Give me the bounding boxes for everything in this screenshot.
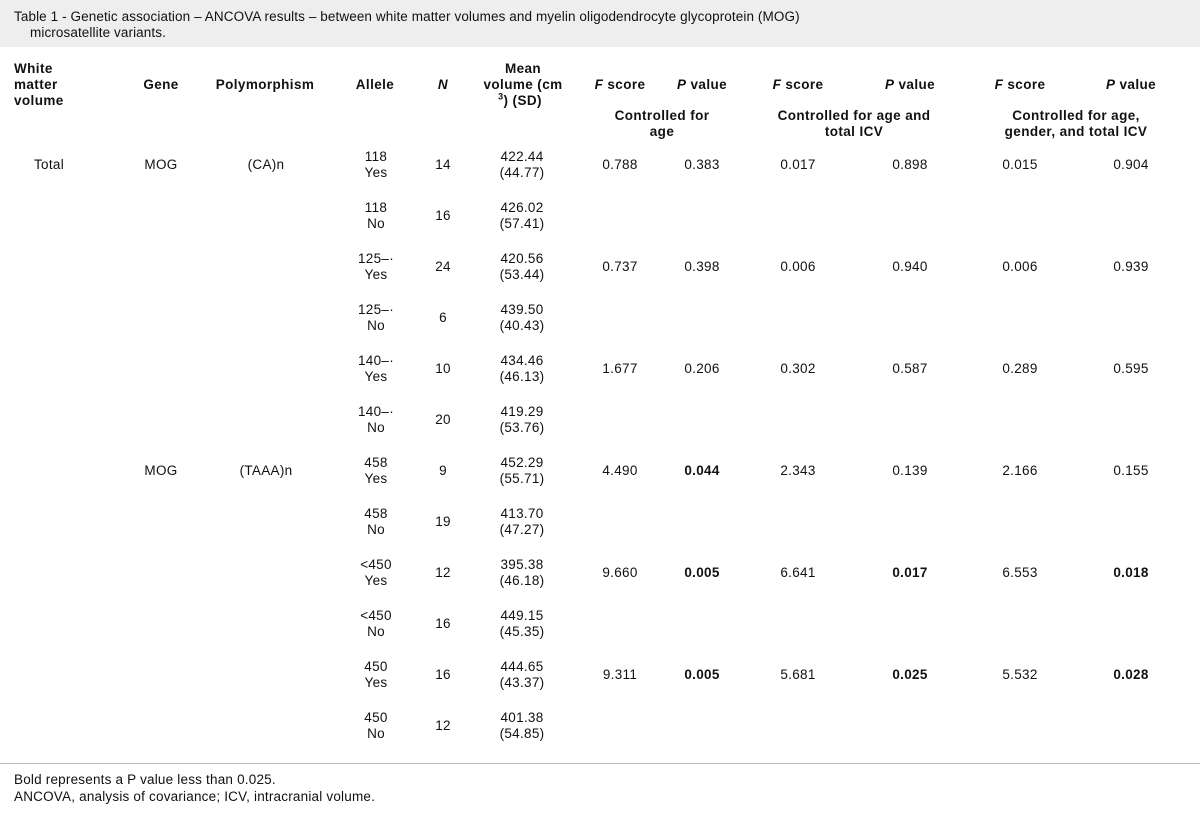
cell-f3: 0.006 bbox=[1002, 259, 1038, 274]
cell-gene: MOG bbox=[144, 463, 178, 478]
header-f-score-3: F score bbox=[994, 77, 1046, 92]
header-p-value-3: P value bbox=[1105, 77, 1157, 92]
group-controlled-age: Controlled for age bbox=[614, 108, 710, 139]
cell-p1: 0.005 bbox=[684, 565, 720, 580]
header-white-matter-volume: White matter volume bbox=[14, 61, 64, 108]
cell-n: 10 bbox=[435, 361, 451, 376]
header-n: N bbox=[437, 77, 449, 92]
cell-poly: (CA)n bbox=[247, 157, 285, 172]
cell-allele: 140–· No bbox=[357, 404, 395, 435]
cell-allele: 458 No bbox=[364, 506, 388, 537]
cell-f1: 9.660 bbox=[602, 565, 638, 580]
header-f-score-1: F score bbox=[594, 77, 646, 92]
cell-n: 6 bbox=[439, 310, 447, 325]
cell-p1: 0.398 bbox=[684, 259, 720, 274]
cell-allele: 118 No bbox=[364, 200, 388, 231]
cell-n: 16 bbox=[435, 667, 451, 682]
header-gene: Gene bbox=[143, 77, 179, 92]
cell-f1: 9.311 bbox=[602, 667, 638, 682]
cell-n: 16 bbox=[435, 208, 451, 223]
cell-poly: (TAAA)n bbox=[239, 463, 293, 478]
caption-line-1: Table 1 - Genetic association – ANCOVA results – between white matter volumes and myelin oligodendrocyte glycoprotein (MOG) bbox=[14, 9, 800, 24]
cell-mean-volume: 444.65 (43.37) bbox=[499, 659, 545, 690]
cell-allele: 125–· Yes bbox=[357, 251, 395, 282]
cell-p2: 0.139 bbox=[892, 463, 928, 478]
cell-mean-volume: 452.29 (55.71) bbox=[499, 455, 545, 486]
header-p-value-2: P value bbox=[884, 77, 936, 92]
cell-f2: 2.343 bbox=[780, 463, 816, 478]
cell-p2: 0.017 bbox=[892, 565, 928, 580]
caption-line-2: microsatellite variants. bbox=[30, 25, 166, 40]
table-footnotes bbox=[0, 764, 1200, 815]
cell-n: 12 bbox=[435, 718, 451, 733]
header-f-score-2: F score bbox=[772, 77, 824, 92]
cell-n: 19 bbox=[435, 514, 451, 529]
cell-mean-volume: 419.29 (53.76) bbox=[499, 404, 545, 435]
cell-p1: 0.005 bbox=[684, 667, 720, 682]
cell-n: 16 bbox=[435, 616, 451, 631]
cell-mean-volume: 426.02 (57.41) bbox=[499, 200, 545, 231]
cell-f1: 1.677 bbox=[602, 361, 638, 376]
cell-f2: 5.681 bbox=[780, 667, 816, 682]
cell-p2: 0.025 bbox=[892, 667, 928, 682]
table-caption bbox=[0, 0, 1200, 47]
header-mean-volume: Mean volume (cm $^3$) (SD) bbox=[483, 61, 563, 108]
cell-f3: 0.289 bbox=[1002, 361, 1038, 376]
group-controlled-age-gender-icv: Controlled for age, gender, and total ICV bbox=[1004, 108, 1148, 139]
footnote-abbreviations: ANCOVA, analysis of covariance; ICV, intracranial volume. bbox=[14, 789, 376, 804]
cell-f3: 5.532 bbox=[1002, 667, 1038, 682]
cell-allele: 118 Yes bbox=[364, 149, 388, 180]
cell-p1: 0.383 bbox=[684, 157, 720, 172]
cell-p3: 0.595 bbox=[1113, 361, 1149, 376]
cell-n: 9 bbox=[439, 463, 447, 478]
cell-p3: 0.904 bbox=[1113, 157, 1149, 172]
header-polymorphism: Polymorphism bbox=[215, 77, 315, 92]
cell-p3: 0.939 bbox=[1113, 259, 1149, 274]
cell-allele: 450 Yes bbox=[364, 659, 388, 690]
cell-n: 14 bbox=[435, 157, 451, 172]
cell-f1: 0.788 bbox=[602, 157, 638, 172]
header-p-value-1: P value bbox=[676, 77, 728, 92]
cell-p3: 0.155 bbox=[1113, 463, 1149, 478]
cell-allele: <450 Yes bbox=[360, 557, 392, 588]
cell-f1: 4.490 bbox=[602, 463, 638, 478]
cell-f1: 0.737 bbox=[602, 259, 638, 274]
cell-f2: 6.641 bbox=[780, 565, 816, 580]
cell-p1: 0.044 bbox=[684, 463, 720, 478]
cell-f3: 2.166 bbox=[1002, 463, 1038, 478]
cell-n: 24 bbox=[435, 259, 451, 274]
cell-mean-volume: 439.50 (40.43) bbox=[499, 302, 545, 333]
cell-wm: Total bbox=[33, 157, 65, 172]
footnote-bold: Bold represents a P value less than 0.025. bbox=[14, 772, 276, 787]
cell-mean-volume: 434.46 (46.13) bbox=[499, 353, 545, 384]
cell-f3: 6.553 bbox=[1002, 565, 1038, 580]
cell-n: 20 bbox=[435, 412, 451, 427]
cell-p2: 0.940 bbox=[892, 259, 928, 274]
cell-f2: 0.006 bbox=[780, 259, 816, 274]
cell-allele: <450 No bbox=[360, 608, 392, 639]
cell-mean-volume: 449.15 (45.35) bbox=[499, 608, 545, 639]
group-controlled-age-icv: Controlled for age and total ICV bbox=[777, 108, 931, 139]
cell-allele: 125–· No bbox=[357, 302, 395, 333]
cell-f2: 0.017 bbox=[780, 157, 816, 172]
cell-p3: 0.018 bbox=[1113, 565, 1149, 580]
cell-mean-volume: 413.70 (47.27) bbox=[499, 506, 545, 537]
cell-f2: 0.302 bbox=[780, 361, 816, 376]
cell-gene: MOG bbox=[144, 157, 178, 172]
cell-mean-volume: 395.38 (46.18) bbox=[499, 557, 545, 588]
cell-p3: 0.028 bbox=[1113, 667, 1149, 682]
header-allele: Allele bbox=[355, 77, 395, 92]
cell-allele: 140–· Yes bbox=[357, 353, 395, 384]
cell-p1: 0.206 bbox=[684, 361, 720, 376]
cell-mean-volume: 401.38 (54.85) bbox=[499, 710, 545, 741]
cell-mean-volume: 422.44 (44.77) bbox=[499, 149, 545, 180]
cell-mean-volume: 420.56 (53.44) bbox=[499, 251, 545, 282]
cell-n: 12 bbox=[435, 565, 451, 580]
cell-allele: 450 No bbox=[364, 710, 388, 741]
cell-f3: 0.015 bbox=[1002, 157, 1038, 172]
cell-allele: 458 Yes bbox=[364, 455, 388, 486]
cell-p2: 0.898 bbox=[892, 157, 928, 172]
cell-p2: 0.587 bbox=[892, 361, 928, 376]
